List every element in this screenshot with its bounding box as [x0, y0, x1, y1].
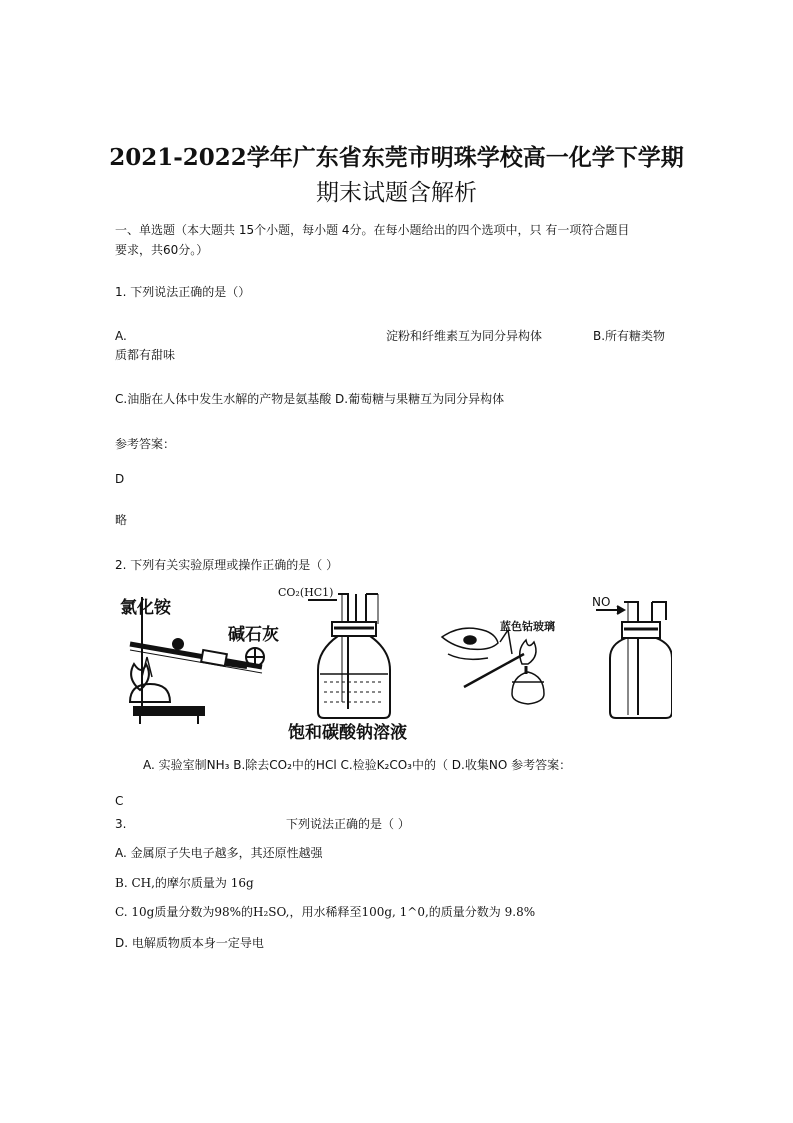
q1-option-b: B.所有糖类物: [593, 329, 666, 343]
section-instructions-line2: 要求，共60分。）: [115, 243, 209, 257]
fig-label-no: NO: [592, 595, 611, 609]
q3-option-d: D. 电解质物质本身一定导电: [115, 936, 264, 950]
q2-options: A. 实验室制NH₃ B.除去CO₂中的HCl C.检验K₂CO₃中的（ D.收集NO 参考答案：: [143, 758, 572, 772]
fig-label-soda-lime: 碱石灰: [228, 625, 279, 645]
fig-label-na2co3-solution: 饱和碳酸钠溶液: [288, 723, 407, 743]
q3-stem: 下列说法正确的是（ ）: [286, 817, 410, 831]
fig-label-co2-hcl: CO₂(HC1): [278, 586, 334, 599]
q1-option-a-text: 淀粉和纤维素互为同分异构体: [386, 329, 543, 343]
section-instructions-line1: 一、单选题（本大题共 15个小题，每小题 4分。在每小题给出的四个选项中，只 有一项符合题目: [115, 223, 630, 237]
q1-option-b-continued: 质都有甜味: [115, 348, 176, 362]
apparatus-c: [442, 628, 544, 704]
page-subtitle: 期末试题含解析: [316, 180, 477, 206]
q3-option-c: C. 10g质量分数为98%的H₂SO,，用水稀释至100g, 1^0,的质量分数为 9.8%: [115, 905, 536, 919]
q3-number: 3.: [115, 817, 127, 831]
q2-apparatus-figure: [112, 582, 672, 747]
q1-analysis: 略: [115, 513, 128, 527]
q1-answer: D: [115, 472, 125, 486]
page-title: 2021-2022学年广东省东莞市明珠学校高一化学下学期: [109, 144, 684, 171]
fig-label-cobalt-glass: 蓝色钴玻璃: [500, 620, 555, 633]
q3-option-b: B. CH,的摩尔质量为 16g: [115, 876, 254, 890]
q1-option-a-label: A.: [115, 329, 127, 343]
fig-label-nh4cl: 氯化铵: [120, 598, 171, 618]
q3-option-a: A. 金属原子失电子越多，其还原性越强: [115, 846, 323, 860]
apparatus-b: [308, 594, 390, 718]
q2-answer: C: [115, 794, 124, 808]
q1-answer-label: 参考答案：: [115, 437, 176, 451]
q1-options-cd: C.油脂在人体中发生水解的产物是氨基酸 D.葡萄糖与果糖互为同分异构体: [115, 392, 505, 406]
q2-stem: 2. 下列有关实验原理或操作正确的是（ ）: [115, 558, 339, 572]
q1-stem: 1. 下列说法正确的是（）: [115, 285, 251, 299]
apparatus-d: [596, 602, 672, 718]
